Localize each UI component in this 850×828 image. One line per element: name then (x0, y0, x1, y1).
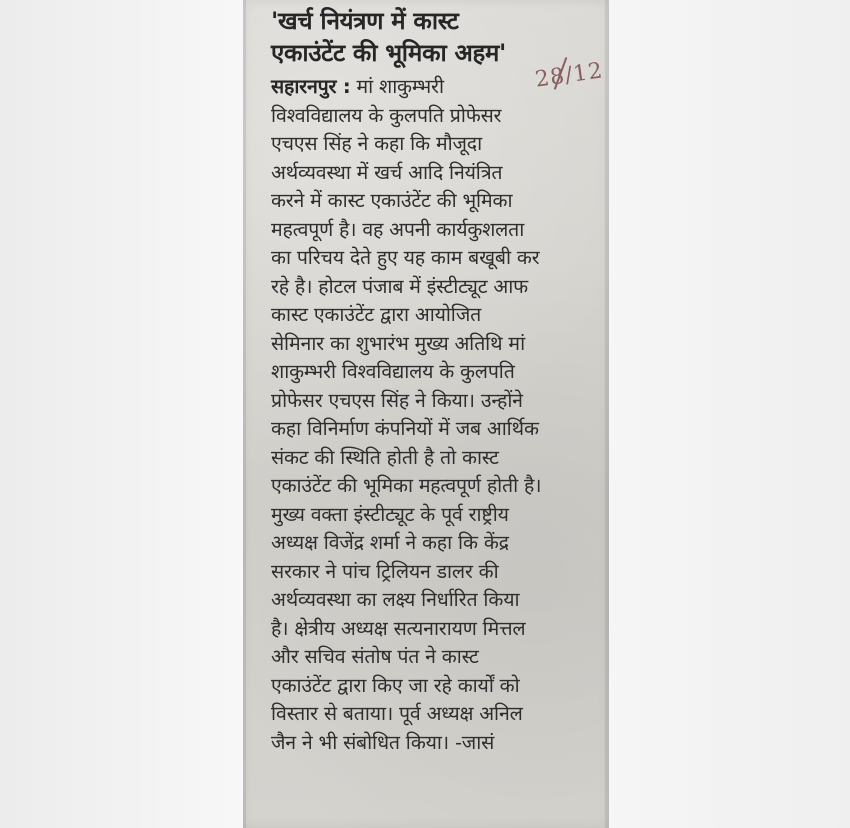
body-line-text: मां शाकुम्भरी (356, 75, 444, 98)
body-line: जैन ने भी संबोधित किया। -जासं (271, 730, 495, 754)
body-line: एकाउंटेंट की भूमिका महत्वपूर्ण होती है। (271, 474, 542, 497)
body-line: विस्तार से बताया। पूर्व अध्यक्ष अनिल (271, 702, 523, 725)
body-line: कास्ट एकाउंटेंट द्वारा आयोजित (271, 303, 482, 326)
body-line: संकट की स्थिति होती है तो कास्ट (271, 445, 499, 469)
body-line: मुख्य वक्ता इंस्टीट्यूट के पूर्व राष्ट्रीय (271, 502, 509, 526)
body-line: सेमिनार का शुभारंभ मुख्य अतिथि मां (271, 331, 525, 355)
article-headline (271, 5, 601, 69)
handwritten-date-note: 28/12 (533, 58, 605, 93)
article-body (271, 73, 609, 757)
headline-line: 'खर्च नियंत्रण में कास्ट (271, 7, 459, 35)
body-line (271, 73, 609, 102)
body-line: अर्थव्यवस्था में खर्च आदि नियंत्रित (271, 160, 503, 184)
body-line: का परिचय देते हुए यह काम बखूबी कर (271, 246, 540, 269)
body-line: अर्थव्यवस्था का लक्ष्य निर्धारित किया (271, 588, 520, 611)
body-line: सरकार ने पांच ट्रिलियन डालर की (271, 559, 499, 583)
body-line: करने में कास्ट एकाउंटेंट की भूमिका (271, 189, 513, 212)
body-line: और सचिव संतोष पंत ने कास्ट (271, 645, 479, 668)
body-line: रहे है। होटल पंजाब में इंस्टीट्यूट आफ (271, 274, 528, 298)
body-line: है। क्षेत्रीय अध्यक्ष सत्यनारायण मित्तल (271, 616, 526, 640)
headline-line: एकाउंटेंट की भूमिका अहम' (271, 39, 507, 67)
body-line: विश्वविद्यालय के कुलपति प्रोफेसर (271, 103, 502, 127)
clipping-left-edge (243, 0, 246, 828)
body-line: शाकुम्भरी विश्वविद्यालय के कुलपति (271, 360, 515, 383)
newspaper-clipping (243, 0, 609, 828)
body-line: कहा विनिर्माण कंपनियों में जब आर्थिक (271, 417, 539, 440)
body-line: प्रोफेसर एचएस सिंह ने किया। उन्होंने (271, 388, 523, 412)
body-line: एकाउंटेंट द्वारा किए जा रहे कार्यों को (271, 673, 520, 697)
dateline: सहारनपुर : (271, 75, 351, 98)
body-line: महत्वपूर्ण है। वह अपनी कार्यकुशलता (271, 217, 525, 241)
body-line: अध्यक्ष विजेंद्र शर्मा ने कहा कि केंद्र (271, 531, 509, 554)
body-line: एचएस सिंह ने कहा कि मौजूदा (271, 132, 482, 155)
